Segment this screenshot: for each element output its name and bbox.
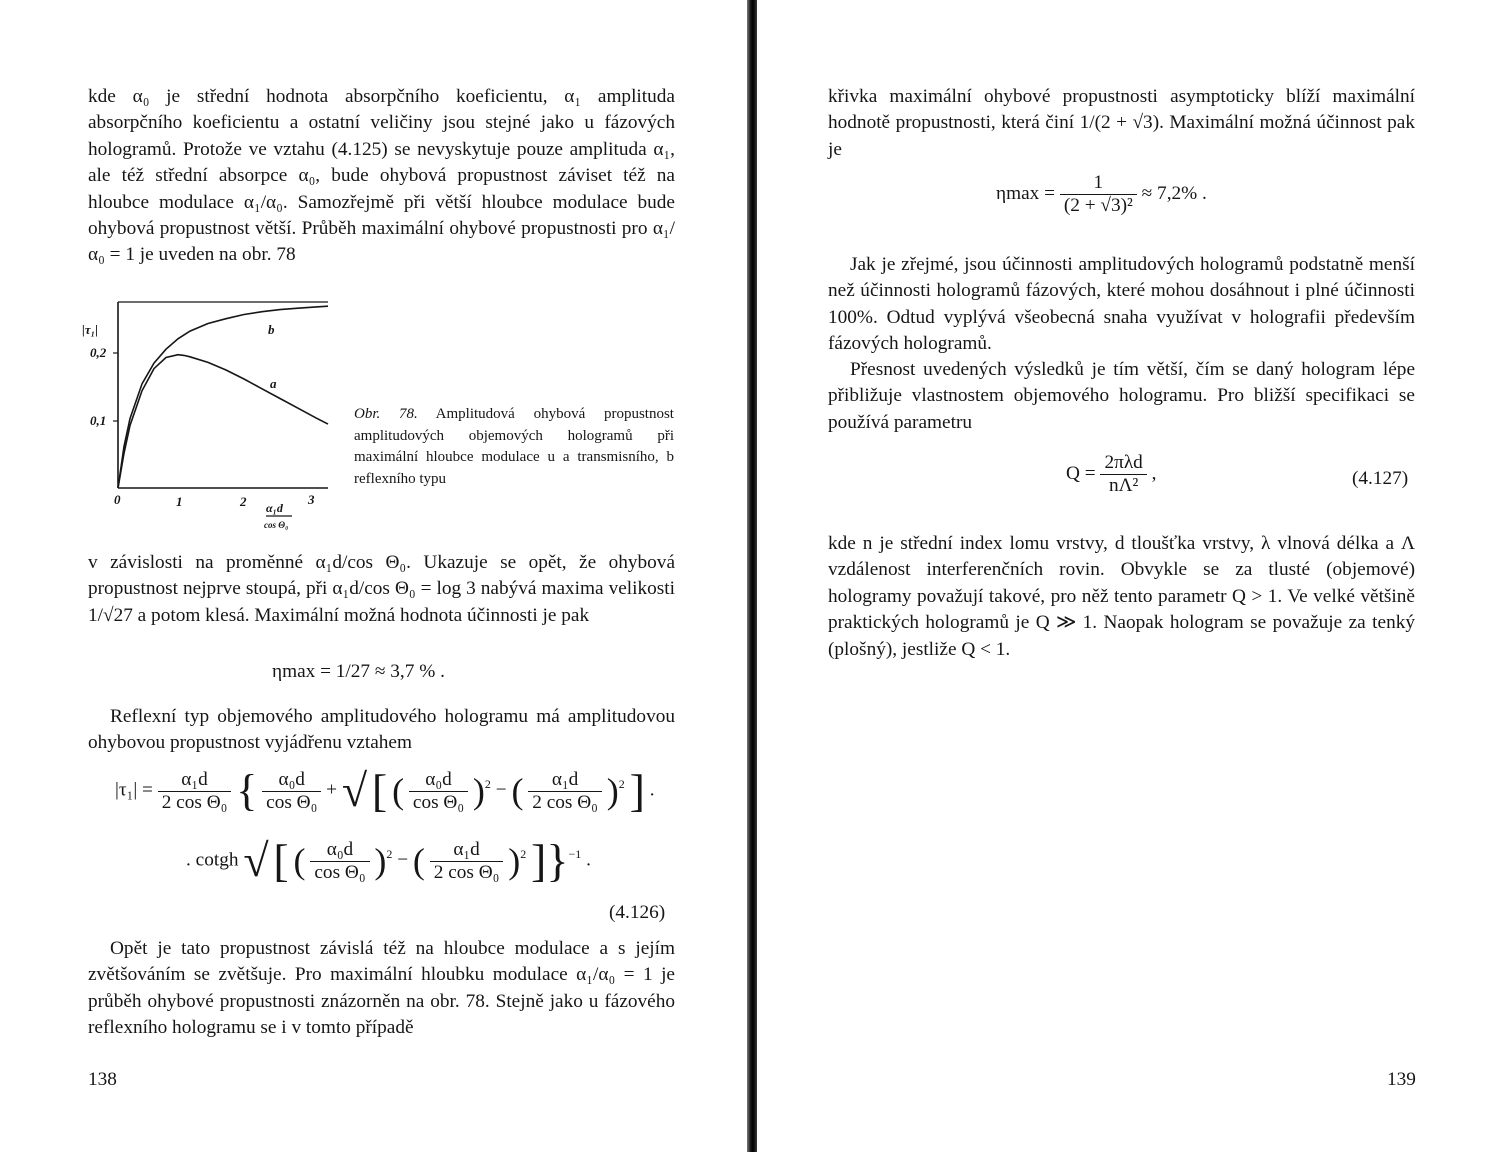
eq-fraction-1-den: 2 cos Θ₀ — [158, 791, 232, 814]
x-tick-1-label: 1 — [176, 494, 183, 509]
curve-a-label: a — [270, 376, 277, 391]
eq-brace-close: } — [546, 835, 569, 886]
equation-Q — [1066, 452, 1156, 497]
eq-dot-1: . — [649, 779, 655, 801]
eq-paren-close-3: ) — [374, 841, 387, 881]
eq-paren-close-4: ) — [508, 841, 521, 881]
eq-fraction-6-num: α₁d — [453, 838, 480, 860]
eq-fraction-3 — [409, 769, 468, 814]
eq-paren-open-2: ( — [511, 771, 524, 811]
eq-sqrt-2: √ — [243, 835, 269, 886]
eq-exponent: −1 — [568, 847, 582, 861]
left-page — [0, 0, 746, 1152]
page-number-left: 138 — [88, 1069, 117, 1090]
figure-78-caption — [354, 404, 674, 490]
eq-Q-lhs: Q = — [1066, 462, 1096, 484]
eq-fraction-2-num: α₀d — [278, 768, 305, 790]
curves-group — [118, 306, 328, 488]
right-paragraph-2: Jak je zřejmé, jsou účinnosti amplitudových hologramů podstatně menší než účinnosti hologramů fázových, které mohou dosáhnout i plné účinnosti 100%. Odtud vyplývá všeobecná snaha využívat v holografii především fázových hologramů. — [828, 254, 1415, 355]
eq-bracket-close-1: ] — [629, 765, 645, 816]
eq-fraction-4 — [528, 769, 602, 814]
equation-4126-line-1 — [115, 765, 655, 816]
right-page — [760, 0, 1506, 1152]
eq-Q-fraction — [1100, 452, 1146, 497]
eq-eta-lhs: ηmax = — [996, 182, 1055, 204]
figure-78-chart — [80, 292, 340, 542]
eq-eta-fraction — [1060, 172, 1137, 217]
equation-eta-max-right — [996, 172, 1207, 217]
eq-Q-rhs: , — [1151, 462, 1157, 484]
eq-fraction-5-num: α₀d — [326, 838, 354, 860]
eq-square-3: 2 — [386, 847, 393, 861]
eq-dot-2: . — [586, 849, 591, 871]
eq-fraction-5-den: cos Θ₀ — [310, 861, 369, 884]
y-tick-02-label: 0,2 — [90, 345, 107, 360]
eq-lhs: |τ₁| = — [115, 779, 153, 801]
x-tick-3-label: 3 — [308, 492, 315, 507]
curve-a — [118, 355, 328, 488]
eq-fraction-3-num: α₀d — [425, 768, 452, 790]
equation-number-4126: (4.126) — [609, 902, 666, 923]
equation-4126-line-2 — [186, 835, 591, 886]
eq-fraction-1-num: α₁d — [181, 768, 208, 790]
equation-eta-max-left: ηmax = 1/27 ≈ 3,7 % . — [272, 661, 445, 682]
eq-minus-1: − — [495, 779, 507, 801]
equation-number-4127: (4.127) — [1352, 468, 1409, 489]
eq-eta-denominator: (2 + √3)² — [1060, 194, 1137, 217]
eq-fraction-5 — [310, 839, 369, 884]
eq-bracket-open-1: [ — [371, 765, 388, 816]
x-axis-label-denominator: cos Θ₀ — [264, 520, 289, 530]
curve-b — [118, 306, 328, 488]
x-tick-0-label: 0 — [114, 492, 121, 507]
eq-paren-open-1: ( — [392, 771, 405, 811]
caption-figure-number: Obr. 78. — [354, 406, 418, 422]
y-axis-label: |τ₁| — [82, 322, 99, 337]
eq-fraction-2 — [262, 769, 321, 814]
eq-square-1: 2 — [484, 777, 491, 791]
eq-Q-denominator: nΛ² — [1100, 474, 1146, 497]
eq-Q-numerator: 2πλd — [1104, 452, 1143, 473]
right-paragraph-1: křivka maximální ohybové propustnosti asymptoticky blíží maximální hodnotě propustnosti, která činí 1/(2 + √3). Maximální možná účinnost pak je — [828, 86, 1415, 160]
eq-bracket-open-2: [ — [273, 835, 289, 886]
eq-minus-2: − — [397, 849, 409, 871]
x-axis-label-numerator: α₁d — [266, 501, 283, 515]
left-paragraph-2: v závislosti na proměnné α₁d/cos Θ₀. Ukazuje se opět, že ohybová propustnost nejprve stoupá, při α₁d/cos Θ₀ = log 3 nabývá maxima velikosti 1/√27 a potom klesá. Maximální možná hodnota účinnosti je pak — [88, 552, 675, 626]
curve-b-label: b — [268, 322, 275, 337]
x-tick-2-label: 2 — [240, 494, 247, 509]
eq-fraction-6-den: 2 cos Θ₀ — [430, 861, 504, 884]
y-tick-01-label: 0,1 — [90, 413, 107, 428]
eq-eta-numerator: 1 — [1093, 172, 1104, 193]
caption-text: Amplitudová ohybová propustnost amplitudových objemových hologramů při maximální hloubce modulace u a transmisního, b reflexního typu — [354, 406, 674, 487]
right-paragraph-3: Přesnost uvedených výsledků je tím větší, čím se daný hologram lépe přibližuje vlastnostem objemového hologramu. Pro bližší specifikaci se používá parametru — [828, 359, 1415, 433]
eq-square-4: 2 — [520, 847, 527, 861]
eq-square-2: 2 — [618, 777, 625, 791]
eq-eta-rhs: ≈ 7,2% . — [1141, 182, 1207, 204]
right-paragraph-4: kde n je střední index lomu vrstvy, d tloušťka vrstvy, λ vlnová délka a Λ vzdálenost interferenčních rovin. Obvykle se za tlusté (objemové) hologramy považují takové, pro něž tento parametr Q > 1. Ve velké většině praktických hologramů je Q ≫ 1. Naopak hologram se považuje za tenký (plošný), jestliže Q < 1. — [828, 533, 1415, 660]
book-spine — [747, 0, 757, 1152]
eq-fraction-3-den: cos Θ₀ — [409, 791, 468, 814]
eq-sqrt-1: √ — [341, 765, 368, 816]
left-paragraph-4: Opět je tato propustnost závislá též na hloubce modulace a s jejím zvětšováním se zvětšuje. Pro maximální hloubku modulace α₁/α₀ = 1 je průběh ohybové propustnosti znázorněn na obr. 78. Stejně jako u fázového reflexního hologramu se i v tomto případě — [88, 938, 675, 1039]
eq-fraction-4-num: α₁d — [551, 768, 579, 790]
eq-paren-close-1: ) — [472, 771, 485, 811]
eq-left-brace: { — [236, 766, 258, 815]
eq-bracket-close-2: ] — [531, 835, 547, 886]
eq-cotgh: . cotgh — [186, 849, 239, 871]
eq-paren-open-3: ( — [293, 841, 306, 881]
page-number-right: 139 — [1387, 1069, 1416, 1090]
eq-fraction-6 — [430, 839, 504, 884]
left-paragraph-3: Reflexní typ objemového amplitudového hologramu má amplitudovou ohybovou propustnost vyjádřenu vztahem — [88, 706, 675, 754]
left-paragraph-1: kde α₀ je střední hodnota absorpčního koeficientu, α₁ amplituda absorpčního koeficientu a ostatní veličiny jsou stejné jako u fázových hologramů. Protože ve vztahu (4.125) se nevyskytuje pouze amplituda α₁, ale též střední absorpce α₀, bude ohybová propustnost záviset též na hloubce modulace α₁/α₀. Samozřejmě při větší hloubce modulace bude ohybová propustnost větší. Průběh maximální ohybové propustnosti pro α₁/α₀ = 1 je uveden na obr. 78 — [88, 86, 675, 266]
eq-fraction-4-den: 2 cos Θ₀ — [528, 791, 602, 814]
eq-plus: + — [326, 779, 338, 801]
eq-fraction-2-den: cos Θ₀ — [262, 791, 321, 814]
eq-fraction-1 — [158, 769, 232, 814]
eq-paren-close-2: ) — [606, 771, 619, 811]
eq-paren-open-4: ( — [412, 841, 425, 881]
